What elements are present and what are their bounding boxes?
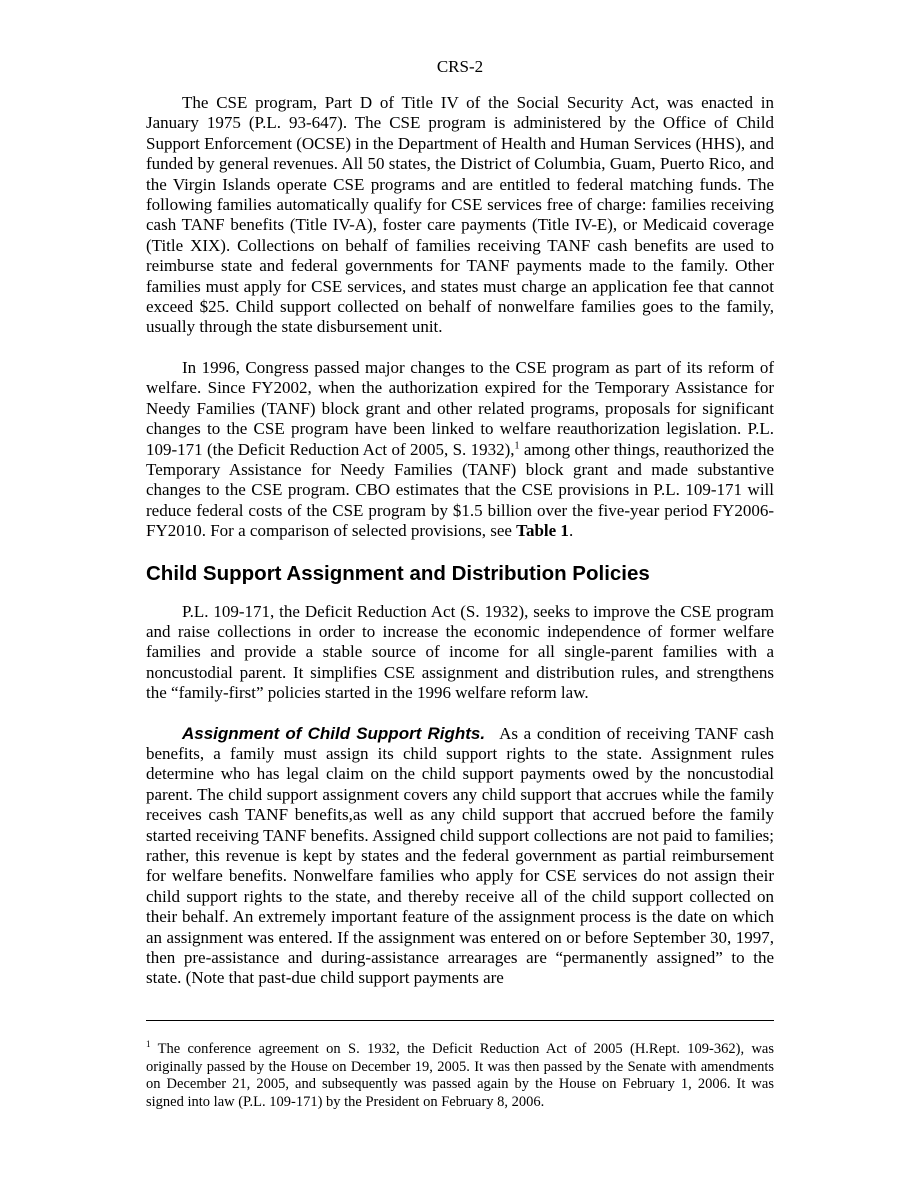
paragraph-text: As a condition of receiving TANF cash benefits, a family must assign its child support rights to the state. Assignment rules determine who has legal claim on the child support payments owed by the noncustodial parent. The child support assignment covers any child support that accrues while the family receives cash TANF benefits,as well as any child support that accrued before the family started receiving TANF benefits. Assigned child support collections are not paid to families; rather, this revenue is kept by states and the federal government as partial reimbursement for welfare benefits. Nonwelfare families who apply for CSE services do not assign their child support rights to the state, and thereby receive all of the child support collected on their behalf. An extremely important feature of the assignment process is the date on which an assignment was entered. If the assignment was entered on or before September 30, 1997, then pre-assistance and during-assistance arrearages are “permanently assigned” to the state. (Note that past-due child support payments are bbox=[146, 723, 774, 988]
footnote-divider bbox=[146, 1020, 774, 1021]
run-in-heading: Assignment of Child Support Rights. bbox=[182, 723, 486, 743]
paragraph-assignment-rights bbox=[146, 724, 774, 989]
document-body bbox=[146, 93, 774, 1009]
paragraph-text: among other things, reauthorized the Temporary Assistance for Needy Families (TANF) block grant and made substantive changes to the CSE program. CBO estimates that the CSE provisions in P.L. 109-171 will reduce federal costs of the CSE program by $1.5 billion over the five-year period FY2006-FY2010. For a comparison of selected provisions, see bbox=[146, 439, 774, 541]
page-number-header: CRS-2 bbox=[436, 57, 484, 76]
table-reference: Table 1 bbox=[516, 521, 569, 541]
paragraph-text: In 1996, Congress passed major changes to the CSE program as part of its reform of welfare. Since FY2002, when the authorization expired for the Temporary Assistance for Needy Families (TANF) block grant and other related programs, proposals for significant changes to the CSE program have been linked to welfare reauthorization legislation. P.L. 109-171 (the Deficit Reduction Act of 2005, S. 1932), bbox=[146, 357, 774, 459]
paragraph-1996-reform bbox=[146, 358, 774, 542]
footnote-text: The conference agreement on S. 1932, the Deficit Reduction Act of 2005 (H.Rept. 109-362), was originally passed by the House on December 19, 2005. It was then passed by the Senate with amendments on December 21, 2005, and subsequently was passed again by the House on February 1, 2006. It was signed into law (P.L. 109-171) by the President on February 8, 2006. bbox=[146, 1041, 774, 1110]
paragraph-end: . bbox=[568, 521, 574, 541]
footnote-reference[interactable]: 1 bbox=[514, 439, 520, 451]
paragraph-cse-program: The CSE program, Part D of Title IV of the Social Security Act, was enacted in January 1975 (P.L. 93-647). The CSE program is administered by the Office of Child Support Enforcement (OCSE) in the Department of Health and Human Services (HHS), and funded by general revenues. All 50 states, the District of Columbia, Guam, Puerto Rico, and the Virgin Islands operate CSE programs and are entitled to federal matching funds. The following families automatically qualify for CSE services free of charge: families receiving cash TANF benefits (Title IV-A), foster care payments (Title IV-E), or Medicaid coverage (Title XIX). Collections on behalf of families receiving TANF cash benefits are used to reimburse state and federal governments for TANF payments made to the family. Other families must apply for CSE services, and states must charge an application fee that cannot exceed $25. Child support collected on behalf of nonwelfare families goes to the family, usually through the state disbursement unit. bbox=[146, 93, 774, 337]
footnote bbox=[146, 1041, 774, 1111]
footnote-marker: 1 bbox=[146, 1039, 151, 1050]
section-heading: Child Support Assignment and Distribution Policies bbox=[146, 561, 650, 585]
paragraph-deficit-reduction-act: P.L. 109-171, the Deficit Reduction Act (S. 1932), seeks to improve the CSE program and raise collections in order to increase the economic independence of former welfare families and provide a stable source of income for all single-parent families with a noncustodial parent. It simplifies CSE assignment and distribution rules, and strengthens the “family-first” policies started in the 1996 welfare reform law. bbox=[146, 601, 774, 703]
